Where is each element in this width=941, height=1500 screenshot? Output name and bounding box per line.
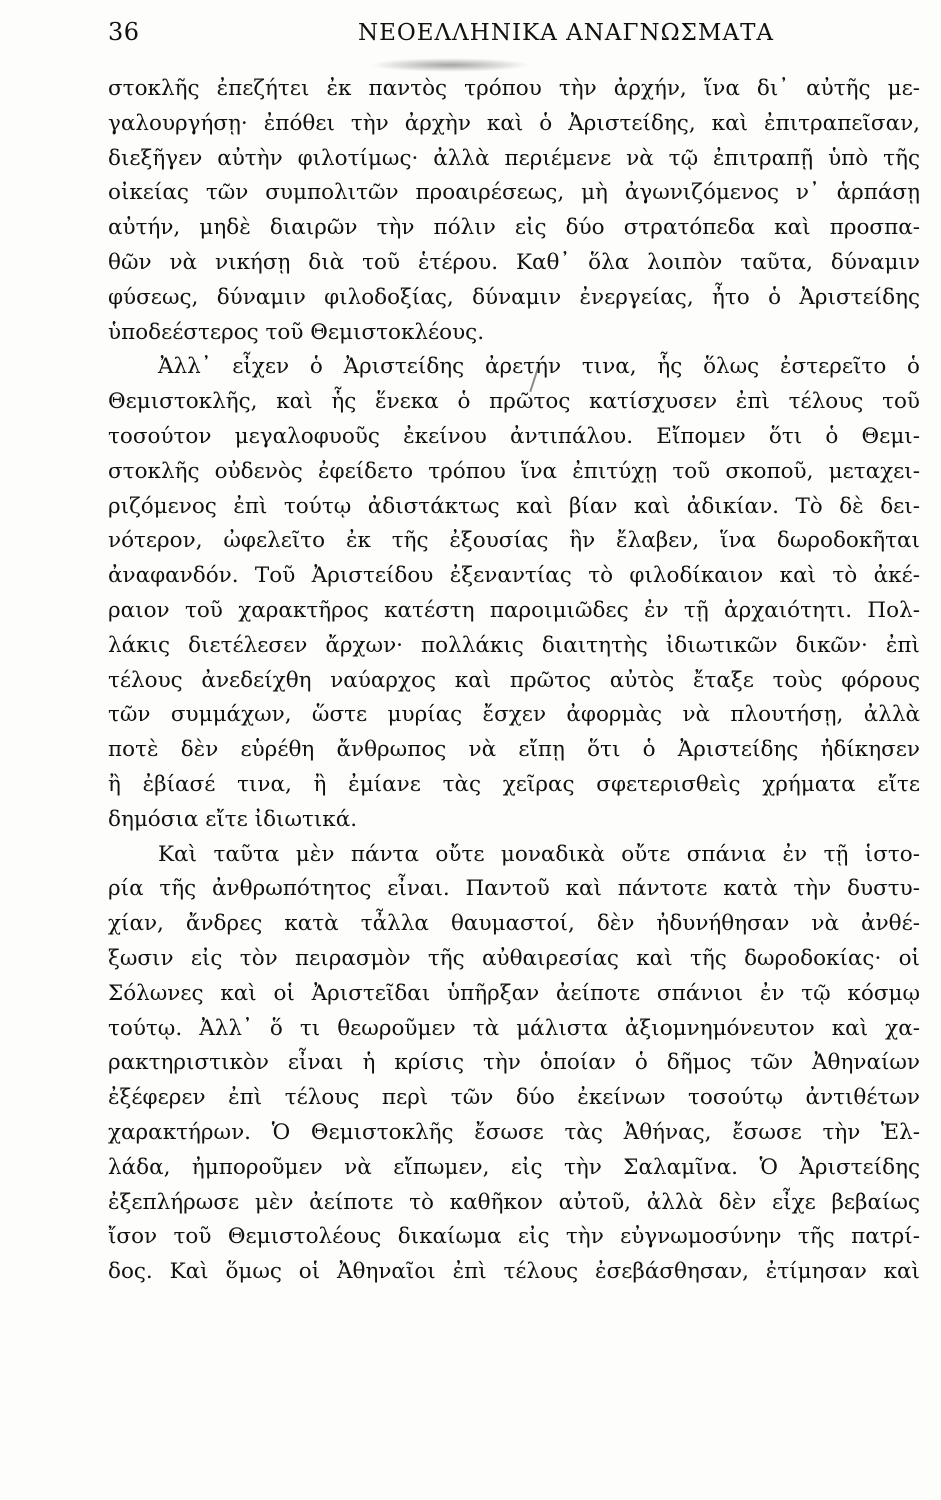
text-line: χίαν, ἄνδρες κατὰ τἆλλα θαυμαστοί, δὲν ἠδυνήθησαν νὰ ἀνθέ- — [108, 911, 920, 937]
text-line: ἢ ἐβίασέ τινα, ἢ ἐμίανε τὰς χεῖρας σφετερισθεὶς χρήματα εἴτε — [108, 771, 920, 797]
text-line: γαλουργήσῃ· ἐπόθει τὴν ἀρχὴν καὶ ὁ Ἀριστείδης, καὶ ἐπιτραπεῖσαν, — [108, 110, 920, 136]
text-line: ραιον τοῦ χαρακτῆρος κατέστη παροιμιῶδες ἐν τῇ ἀρχαιότητι. Πολ- — [108, 597, 920, 623]
text-line: ρία τῆς ἀνθρωπότητος εἶναι. Παντοῦ καὶ πάντοτε κατὰ τὴν δυστυ- — [108, 876, 920, 902]
text-line: οἰκείας τῶν συμπολιτῶν προαιρέσεως, μὴ ἀγωνιζόμενος ν᾽ ἁρπάσῃ — [108, 180, 920, 206]
text-line: ἴσον τοῦ Θεμιστολέους δικαίωμα εἰς τὴν εὐγνωμοσύνην τῆς πατρί- — [108, 1224, 920, 1250]
text-line: στοκλῆς οὐδενὸς ἐφείδετο τρόπου ἵνα ἐπιτύχῃ τοῦ σκοποῦ, μεταχει- — [108, 458, 920, 484]
text-line: δος. Καὶ ὅμως οἱ Ἀθηναῖοι ἐπὶ τέλους ἐσεβάσθησαν, ἐτίμησαν καὶ — [108, 1259, 920, 1285]
text-line: ἀναφανδόν. Τοῦ Ἀριστείδου ἐξεναντίας τὸ φιλοδίκαιον καὶ τὸ ἀκέ- — [108, 563, 920, 589]
text-line: Θεμιστοκλῆς, καὶ ἧς ἕνεκα ὁ πρῶτος κατίσχυσεν ἐπὶ τέλους τοῦ — [108, 389, 920, 415]
text-line: ποτὲ δὲν εὑρέθη ἄνθρωπος νὰ εἴπῃ ὅτι ὁ Ἀριστείδης ἠδίκησεν — [108, 737, 920, 763]
text-line: ρακτηριστικὸν εἶναι ἡ κρίσις τὴν ὁποίαν ὁ δῆμος τῶν Ἀθηναίων — [108, 1050, 920, 1076]
text-line: θῶν νὰ νικήσῃ διὰ τοῦ ἑτέρου. Καθ᾽ ὅλα λοιπὸν ταῦτα, δύναμιν — [108, 249, 920, 275]
text-line: ὑποδεέστερος τοῦ Θεμιστοκλέους. — [108, 319, 485, 345]
text-line: χαρακτήρων. Ὁ Θεμιστοκλῆς ἔσωσε τὰς Ἀθήνας, ἔσωσε τὴν Ἑλ- — [108, 1119, 920, 1145]
text-line: δημόσια εἴτε ἰδιωτικά. — [108, 806, 358, 832]
text-line: τῶν συμμάχων, ὥστε μυρίας ἔσχεν ἀφορμὰς νὰ πλουτήσῃ, ἀλλὰ — [108, 702, 920, 728]
text-line: λάδα, ἠμποροῦμεν νὰ εἴπωμεν, εἰς τὴν Σαλαμῖνα. Ὁ Ἀριστείδης — [108, 1154, 920, 1180]
text-line: στοκλῆς ἐπεζήτει ἐκ παντὸς τρόπου τὴν ἀρχήν, ἵνα δι᾽ αὐτῆς με- — [108, 76, 920, 101]
text-line: αὐτήν, μηδὲ διαιρῶν τὴν πόλιν εἰς δύο στρατόπεδα καὶ προσπα- — [108, 215, 920, 241]
page-header — [108, 14, 908, 54]
text-line: ἐξέφερεν ἐπὶ τέλους περὶ τῶν δύο ἐκείνων τοσούτῳ ἀντιθέτων — [108, 1085, 920, 1111]
running-title: ΝΕΟΕΛΛΗΝΙΚΑ ΑΝΑΓΝΩΣΜΑΤΑ — [358, 20, 775, 46]
text-line: νότερον, ὠφελεῖτο ἐκ τῆς ἐξουσίας ἣν ἔλαβεν, ἵνα δωροδοκῆται — [108, 528, 920, 554]
page-number: 36 — [108, 18, 140, 46]
text-line: ριζόμενος ἐπὶ τούτῳ ἀδιστάκτως καὶ βίαν καὶ ἀδικίαν. Τὸ δὲ δει- — [108, 493, 920, 519]
text-line: λάκις διετέλεσεν ἄρχων· πολλάκις διαιτητὴς ἰδιωτικῶν δικῶν· ἐπὶ — [108, 632, 920, 658]
text-line: ξωσιν εἰς τὸν πειρασμὸν τῆς αὐθαιρεσίας καὶ τῆς δωροδοκίας· οἱ — [108, 945, 920, 971]
text-line: ἐξεπλήρωσε μὲν ἀείποτε τὸ καθῆκον αὐτοῦ, ἀλλὰ δὲν εἶχε βεβαίως — [108, 1189, 920, 1215]
text-line: τοσούτον μεγαλοφυοῦς ἐκείνου ἀντιπάλου. Εἴπομεν ὅτι ὁ Θεμι- — [108, 423, 920, 449]
text-line: Σόλωνες καὶ οἱ Ἀριστεῖδαι ὑπῆρξαν ἀείποτε σπάνιοι ἐν τῷ κόσμῳ — [108, 980, 920, 1006]
text-line: διεξῆγεν αὐτὴν φιλοτίμως· ἀλλὰ περιέμενε νὰ τῷ ἐπιτραπῇ ὑπὸ τῆς — [108, 145, 920, 171]
text-line: φύσεως, δύναμιν φιλοδοξίας, δύναμιν ἐνεργείας, ἦτο ὁ Ἀριστείδης — [108, 284, 920, 310]
body-text — [108, 72, 920, 1290]
text-line: Καὶ ταῦτα μὲν πάντα οὔτε μοναδικὰ οὔτε σπάνια ἐν τῇ ἱστο- — [158, 841, 920, 867]
text-line: τούτῳ. Ἀλλ᾽ ὅ τι θεωροῦμεν τὰ μάλιστα ἀξιομνημόνευτον καὶ χα- — [108, 1015, 920, 1041]
text-line: Ἀλλ᾽ εἶχεν ὁ Ἀριστείδης ἀρετήν τινα, ἧς ὅλως ἐστερεῖτο ὁ — [158, 354, 920, 380]
ink-smudge — [370, 58, 530, 72]
text-line: τέλους ἀνεδείχθη ναύαρχος καὶ πρῶτος αὐτὸς ἔταξε τοὺς φόρους — [108, 667, 920, 693]
